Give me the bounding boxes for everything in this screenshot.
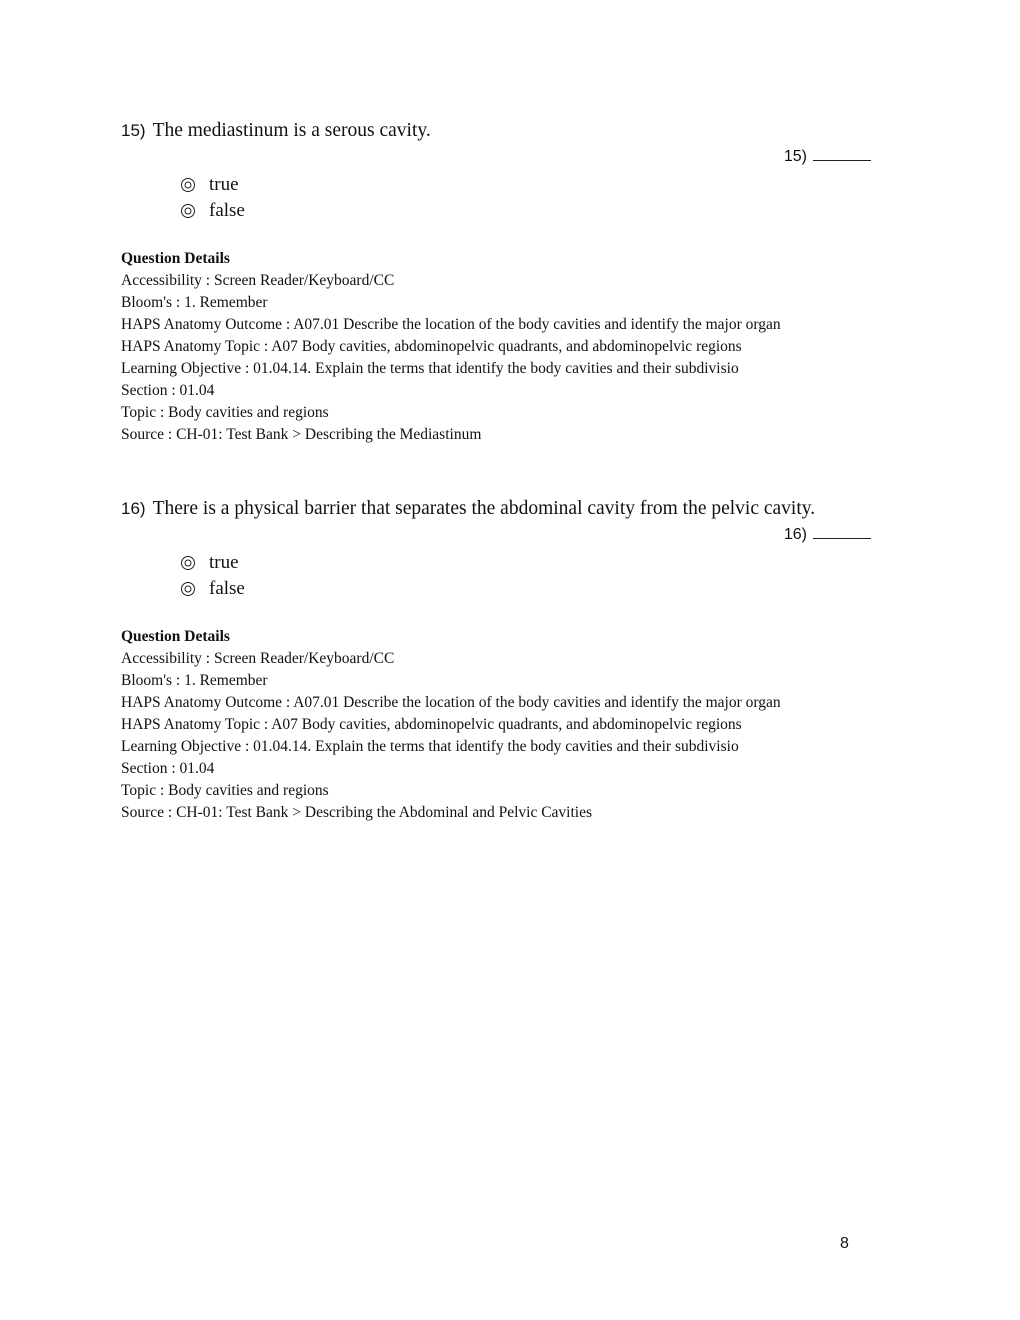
question-number: 15) — [121, 121, 146, 140]
question-text: The mediastinum is a serous cavity. — [152, 120, 431, 141]
detail-section: Section : 01.04 — [121, 382, 215, 399]
option-false[interactable] — [181, 198, 881, 224]
detail-accessibility: Accessibility : Screen Reader/Keyboard/CC — [121, 650, 395, 667]
option-label: false — [209, 200, 245, 221]
detail-blooms: Bloom's : 1. Remember — [121, 294, 268, 311]
question-details — [121, 626, 881, 824]
radio-circle-icon[interactable] — [181, 556, 195, 570]
detail-haps-outcome: HAPS Anatomy Outcome : A07.01 Describe the location of the body cavities and identify the major organ — [121, 316, 781, 333]
answer-blank[interactable] — [813, 524, 871, 539]
detail-blooms: Bloom's : 1. Remember — [121, 672, 268, 689]
question-stem — [121, 498, 881, 524]
answer-options — [181, 172, 881, 224]
question-text: There is a physical barrier that separates the abdominal cavity from the pelvic cavity. — [152, 498, 816, 519]
answer-options — [181, 550, 881, 602]
detail-source: Source : CH-01: Test Bank > Describing the Mediastinum — [121, 426, 482, 443]
detail-learning-objective: Learning Objective : 01.04.14. Explain the terms that identify the body cavities and their subdivisio — [121, 360, 739, 377]
details-heading: Question Details — [121, 628, 230, 645]
detail-learning-objective: Learning Objective : 01.04.14. Explain the terms that identify the body cavities and their subdivisio — [121, 738, 739, 755]
radio-circle-icon[interactable] — [181, 178, 195, 192]
details-heading: Question Details — [121, 250, 230, 267]
question-number: 16) — [121, 499, 146, 518]
option-label: false — [209, 578, 245, 599]
radio-circle-icon[interactable] — [181, 204, 195, 218]
question-stem — [121, 120, 881, 146]
answer-label: 15) — [783, 148, 807, 165]
option-false[interactable] — [181, 576, 881, 602]
option-true[interactable] — [181, 550, 881, 576]
detail-haps-topic: HAPS Anatomy Topic : A07 Body cavities, abdominopelvic quadrants, and abdominopelvic regions — [121, 716, 742, 733]
detail-source: Source : CH-01: Test Bank > Describing the Abdominal and Pelvic Cavities — [121, 804, 593, 821]
detail-haps-topic: HAPS Anatomy Topic : A07 Body cavities, abdominopelvic quadrants, and abdominopelvic regions — [121, 338, 742, 355]
option-true[interactable] — [181, 172, 881, 198]
detail-haps-outcome: HAPS Anatomy Outcome : A07.01 Describe the location of the body cavities and identify the major organ — [121, 694, 781, 711]
question-details — [121, 248, 881, 446]
question-16 — [121, 498, 881, 824]
detail-section: Section : 01.04 — [121, 760, 215, 777]
answer-blank[interactable] — [813, 146, 871, 161]
option-label: true — [209, 174, 239, 195]
answer-slot — [121, 146, 881, 172]
answer-slot — [121, 524, 881, 550]
radio-circle-icon[interactable] — [181, 582, 195, 596]
detail-topic: Topic : Body cavities and regions — [121, 404, 329, 421]
page-number: 8 — [840, 1235, 849, 1252]
answer-label: 16) — [783, 526, 807, 543]
detail-accessibility: Accessibility : Screen Reader/Keyboard/CC — [121, 272, 395, 289]
question-15 — [121, 120, 881, 446]
option-label: true — [209, 552, 239, 573]
detail-topic: Topic : Body cavities and regions — [121, 782, 329, 799]
